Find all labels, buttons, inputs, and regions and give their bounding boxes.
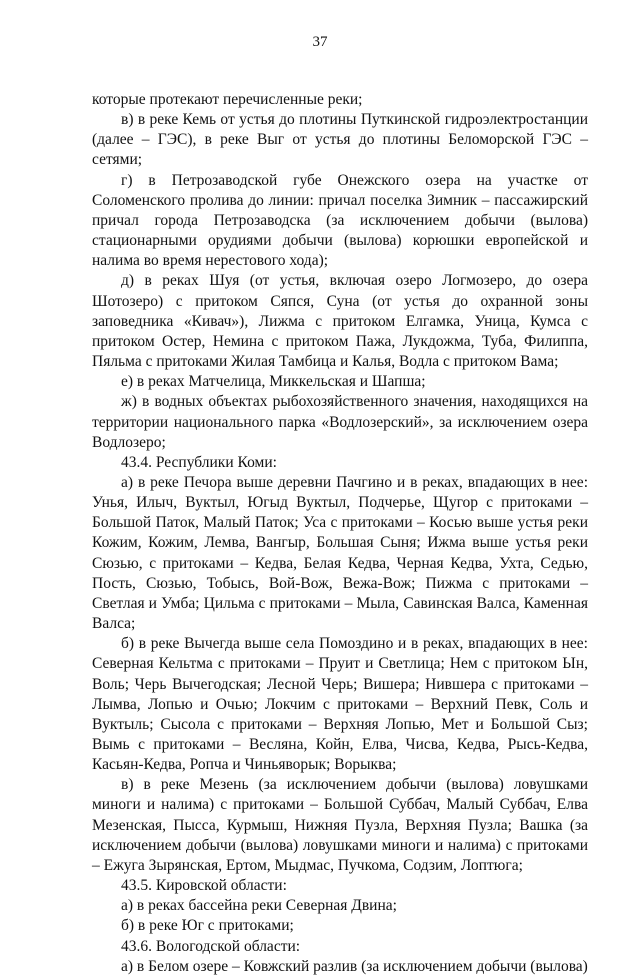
- paragraph-item-a-beloe-ozero: а) в Белом озере – Ковжский разлив (за исключением добычи (вылова): [121, 957, 588, 975]
- paragraph-item-a-pechora: а) в реке Печора выше деревни Пачгино и в реках, впадающих в нее: Унья, Илыч, Вуктыл, Югыд Вуктыл, Подчерье, Щугор с притоками – Большой Паток, Малый Паток; Уса с притоками – Косью выше устья реки Кожим, Кожим, Лемва, Вангыр, Большая Сыня; Ижма выше устья реки Сюзью, с притоками – Кедва, Белая Кедва, Черная Кедва, Ухта, Седью, Пость, Сюзью, Тобысь, Вой-Вож, Вежа-Вож; Пижма с притоками – Светлая и Умба; Цильма с притоками – Мыла, Савинская Валса, Каменная Валса;: [92, 473, 588, 633]
- paragraph-item-a-dvina: а) в реках бассейна реки Северная Двина;: [121, 897, 397, 915]
- paragraph-item-e-rivers: е) в реках Матчелица, Миккельская и Шапша;: [121, 373, 426, 391]
- paragraph-item-v-mezen: в) в реке Мезень (за исключением добычи (вылова) ловушками миноги и налима) с притоками – Большой Суббач, Малый Суббач, Елва Мезенская, Пысса, Курмыш, Нижняя Пузла, Верхняя Пузла; Вашка (за исключением добычи (вылова) ловушками миноги и налима) с притоками – Ежуга Зырянская, Ертом, Мыдмас, Пучкома, Содзим, Лоптюга;: [92, 776, 588, 874]
- paragraph-item-zh-vodlozersky: ж) в водных объектах рыбохозяйственного значения, находящихся на территории национального парка «Водлозерский», за исключением озера Водлозеро;: [92, 393, 588, 451]
- page-number: 37: [312, 34, 328, 50]
- section-heading-vologda: 43.6. Вологодской области:: [121, 937, 301, 955]
- section-heading-kirov: 43.5. Кировской области:: [121, 877, 287, 895]
- paragraph-item-g-petrozavodsk: г) в Петрозаводской губе Онежского озера на участке от Соломенского пролива до линии: причал поселка Зимник – пассажирский причал города Петрозаводска (за исключением добычи (вылова) стационарными орудиями добычи (вылова) корюшки европейской и налима во время нерестового хода);: [92, 171, 588, 270]
- paragraph-item-v-kem: в) в реке Кемь от устья до плотины Путкинской гидроэлектростанции (далее – ГЭС), в реке Выг от устья до плотины Беломорской ГЭС – сетями;: [92, 111, 588, 169]
- paragraph-item-b-vychegda: б) в реке Вычегда выше села Помоздино и в реках, впадающих в нее: Северная Кельтма с притоками – Пруит и Светлица; Нем с притоком Ын, Воль; Черь Вычегодская; Лесной Черь; Вишера; Нившера с притоками – Лымва, Лопью и Очью; Локчим с притоками – Верхний Певк, Соль и Вуктыль; Сысола с притоками – Верхняя Лопью, Мет и Большой Сыз; Вымь с притоками – Весляна, Койн, Елва, Чисва, Кедва, Рысь-Кедва, Касьян-Кедва, Ропча и Чиньяворык; Ворыква;: [92, 635, 588, 774]
- document-body: [92, 90, 588, 977]
- paragraph-item-b-yug: б) в реке Юг с притоками;: [121, 917, 294, 935]
- paragraph-item-d-rivers: д) в реках Шуя (от устья, включая озеро Логмозеро, до озера Шотозеро) с притоком Сяпся, Суна (от устья до охранной зоны заповедника «Кивач»), Лижма с притоком Елгамка, Уница, Кумса с притоком Остер, Немина с притоком Пажа, Лукдожма, Туба, Филиппа, Пяльма с притоками Жилая Тамбица и Калья, Водла с притоком Вама;: [92, 272, 588, 371]
- paragraph-continuation: которые протекают перечисленные реки;: [92, 91, 363, 108]
- section-heading-komi: 43.4. Республики Коми:: [121, 453, 277, 471]
